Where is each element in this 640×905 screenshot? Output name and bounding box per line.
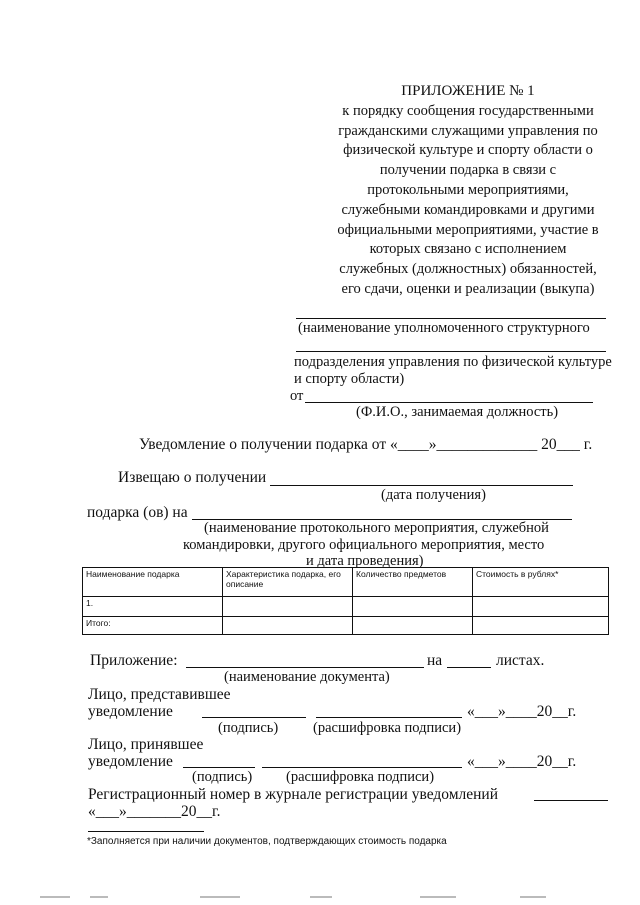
addressee-caption-3: и спорту области) <box>294 371 405 387</box>
appendix-line: протокольными мероприятиями, <box>367 181 569 198</box>
table-header-cell: Характеристика подарка, его описание <box>223 568 353 597</box>
table-total-row <box>83 617 609 635</box>
attachment-na: на <box>427 652 443 669</box>
gift-label: подарка (ов) на <box>87 504 188 521</box>
footnote: *Заполняется при наличии документов, подтверждающих стоимость подарка <box>87 836 447 847</box>
appendix-line: официальными мероприятиями, участие в <box>337 221 599 238</box>
receiver-decode-caption: (расшифровка подписи) <box>286 769 435 785</box>
receiver-label-1: Лицо, принявшее <box>88 736 204 753</box>
scan-artifacts <box>0 896 640 899</box>
event-caption-3: и дата проведения) <box>306 553 424 569</box>
event-caption-1: (наименование протокольного мероприятия, служебной <box>204 520 549 536</box>
appendix-line: гражданскими служащими управления по <box>338 122 598 139</box>
table-cell <box>223 597 353 617</box>
fio-caption: (Ф.И.О., занимаемая должность) <box>356 404 559 420</box>
receiver-label-2: уведомление <box>88 753 173 770</box>
submitter-signature-line <box>202 717 306 718</box>
table-header-row <box>83 568 609 597</box>
attachment-line <box>186 667 424 668</box>
appendix-line: получении подарка в связи с <box>379 162 557 179</box>
date-received-line <box>270 485 573 486</box>
table-cell-number: 1. <box>83 597 223 617</box>
sheets-line <box>447 667 491 668</box>
addressee-line-1 <box>296 318 606 319</box>
appendix-line: которых связано с исполнением <box>369 241 567 258</box>
addressee-line-2 <box>296 351 606 352</box>
fio-line <box>305 402 593 403</box>
table-cell <box>353 617 473 635</box>
table-total-label: Итого: <box>83 617 223 635</box>
submitter-label-2: уведомление <box>88 703 173 720</box>
table-header-cell: Наименование подарка <box>83 568 223 597</box>
receiver-decode-line <box>262 767 462 768</box>
table-header-cell: Количество предметов <box>353 568 473 597</box>
appendix-line: служебными командировками и другими <box>341 201 595 218</box>
attachment-caption: (наименование документа) <box>224 669 390 685</box>
table-cell <box>223 617 353 635</box>
date-received-caption: (дата получения) <box>381 487 486 503</box>
table-cell <box>473 617 609 635</box>
gift-table <box>82 567 609 635</box>
appendix-line: служебных (должностных) обязанностей, <box>339 261 597 278</box>
event-caption-2: командировки, другого официального мероприятия, место <box>183 537 545 553</box>
addressee-caption-1: (наименование уполномоченного структурного <box>298 320 590 336</box>
appendix-title: ПРИЛОЖЕНИЕ № 1 <box>401 83 535 99</box>
appendix-line: к порядку сообщения государственными <box>342 102 594 119</box>
submitter-sig-caption: (подпись) <box>218 720 279 736</box>
receiver-date: «___»____20__г. <box>467 753 577 770</box>
registration-label: Регистрационный номер в журнале регистрации уведомлений <box>88 786 499 803</box>
registration-number-line <box>534 800 608 801</box>
appendix-line: его сдачи, оценки и реализации (выкупа) <box>341 280 595 297</box>
table-cell <box>473 597 609 617</box>
inform-label: Извещаю о получении <box>118 469 267 486</box>
appendix-header <box>318 82 618 300</box>
notice-heading: Уведомление о получении подарка от «____»_____________ 20___ г. <box>139 436 593 453</box>
attachment-label: Приложение: <box>90 652 178 669</box>
registration-date: «___»_______20__г. <box>88 803 221 820</box>
receiver-signature-line <box>183 767 255 768</box>
table-header-cell: Стоимость в рублях* <box>473 568 609 597</box>
attachment-sheets: листах. <box>496 652 545 669</box>
table-row <box>83 597 609 617</box>
appendix-line: физической культуре и спорту области о <box>343 142 593 159</box>
receiver-sig-caption: (подпись) <box>192 769 253 785</box>
footnote-separator <box>88 831 204 832</box>
submitter-decode-line <box>316 717 462 718</box>
addressee-caption-2: подразделения управления по физической культуре <box>294 354 612 370</box>
from-label: от <box>290 388 304 404</box>
submitter-label-1: Лицо, представившее <box>88 686 231 703</box>
submitter-date: «___»____20__г. <box>467 703 577 720</box>
submitter-decode-caption: (расшифровка подписи) <box>313 720 462 736</box>
table-cell <box>353 597 473 617</box>
